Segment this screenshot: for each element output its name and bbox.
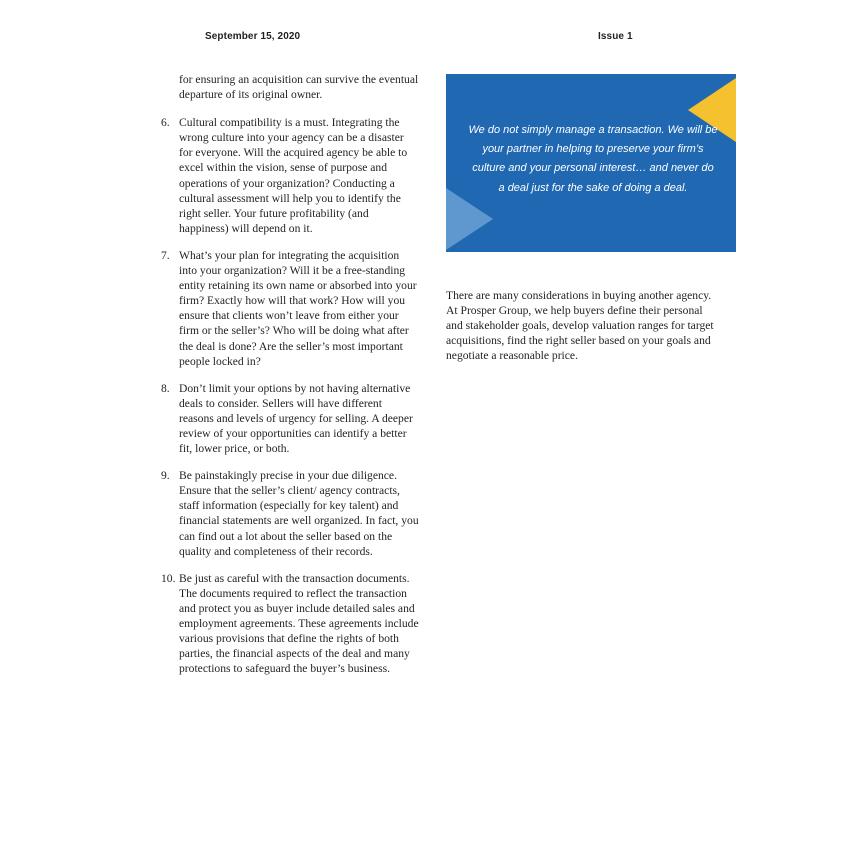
continued-paragraph: for ensuring an acquisition can survive the eventual departure of its original owner. (179, 73, 419, 102)
list-item-text: Be just as careful with the transaction documents. The documents required to reflect the transaction and protect you as buyer include detailed sales and employment agreements. These agreements include various provisions that define the rights of both parties, the financial aspects of the deal and many protections to safeguard the buyer’s business. (179, 571, 419, 676)
considerations-list (161, 115, 419, 676)
list-item-number: 9. (161, 469, 170, 483)
list-item-number: 8. (161, 381, 170, 395)
list-item-text: Be painstakingly precise in your due diligence. Ensure that the seller’s client/ agency contracts, staff information (especially for key talent) and financial statements are well organized. In fact, you can find out a lot about the seller based on the quality and completeness of their records. (179, 469, 419, 558)
list-item-text: Cultural compatibility is a must. Integrating the wrong culture into your agency can be a disaster for everyone. Will the acquired agency be able to excel within the vision, sense of purpose and operations of your organization? Conducting a cultural assessment will help you to identify the right seller. Your future profitability (and happiness) will depend on it. (179, 116, 408, 235)
list-item (161, 468, 419, 559)
header-issue: Issue 1 (598, 31, 633, 42)
right-column-paragraph: There are many considerations in buying another agency. At Prosper Group, we help buyers define their personal and stakeholder goals, develop valuation ranges for target acquisitions, find the right seller based on your goals and negotiate a reasonable price. (446, 288, 714, 362)
list-item (161, 115, 419, 236)
list-item-number: 10. (161, 571, 176, 585)
list-item (161, 381, 419, 456)
list-item (161, 248, 419, 369)
list-item-text: What’s your plan for integrating the acquisition into your organization? Will it be a free-standing entity retaining its own name or absorbed into your firm? Exactly how will that work? How will you ensure that clients won’t leave from either your firm or the seller’s? Who will be doing what after the deal is done? Are the seller’s most important people locked in? (179, 248, 417, 368)
list-item (161, 571, 419, 677)
list-item-number: 6. (161, 116, 170, 130)
list-item-number: 7. (161, 248, 170, 262)
list-item-text: Don’t limit your options by not having alternative deals to consider. Sellers will have different reasons and levels of urgency for selling. A deeper review of your opportunities can identify a better fit, lower price, or both. (179, 381, 413, 456)
callout-quote: We do not simply manage a transaction. We will be your partner in helping to preserve your firm’s culture and your personal interest… and never do a deal just for the sake of doing a deal. (468, 124, 718, 194)
quote-callout (446, 74, 736, 252)
header-date: September 15, 2020 (205, 31, 301, 42)
left-column (161, 72, 419, 688)
